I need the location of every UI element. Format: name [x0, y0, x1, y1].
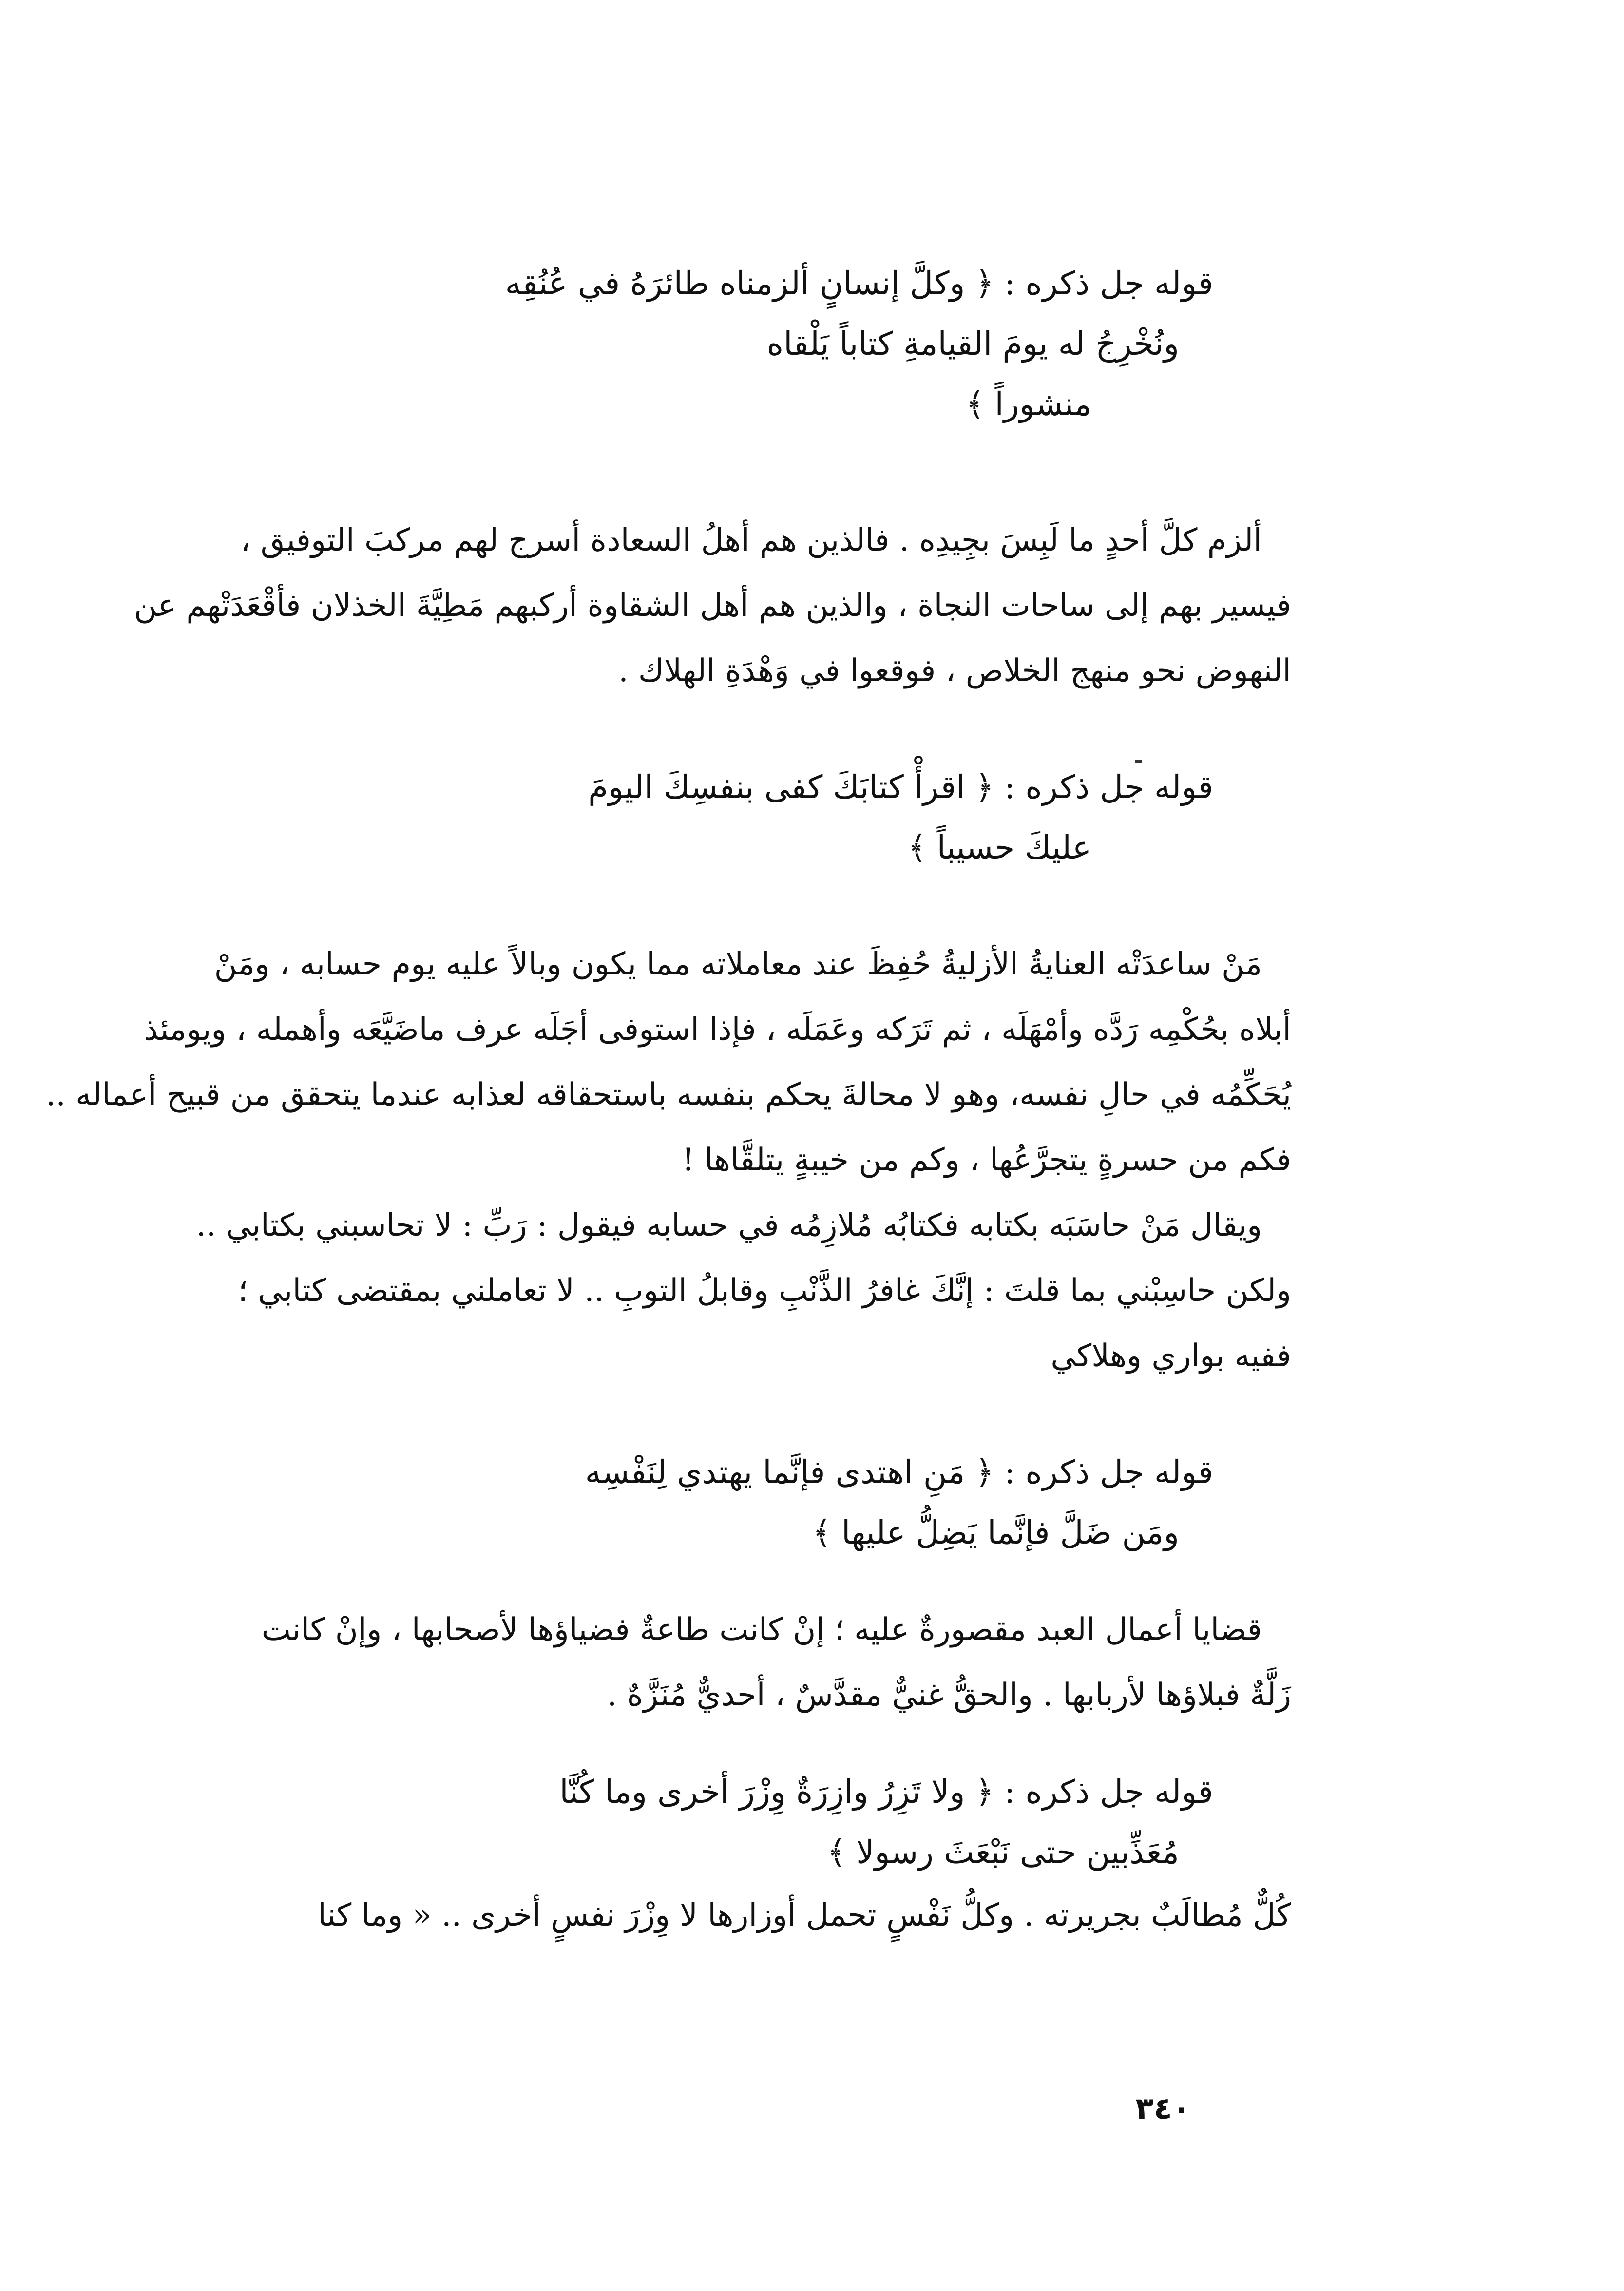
page-number: ٣٤٠	[1135, 2090, 1191, 2126]
verse-line: عليكَ حسيباً ﴾	[907, 829, 1091, 866]
spacer	[278, 1728, 1291, 1762]
commentary-paragraph-4	[261, 1597, 1291, 1728]
spacer	[278, 704, 1291, 757]
paragraph-line: ويقال مَنْ حاسَبَه بكتابه فكتابُه مُلازِمُه في حسابه فيقول : رَبِّ : لا تحاسبني بكتابي ..	[196, 1207, 1262, 1243]
paragraph-line: كُلٌّ مُطالَبٌ بجريرته . وكلُّ نَفْسٍ تحمل أوزارها لا وِزْرَ نفسٍ أخرى .. « وما كنا	[317, 1897, 1291, 1933]
paragraph-line: أبلاه بحُكْمِه رَدَّه وأمْهَلَه ، ثم تَرَكه وعَمَلَه ، فإذا استوفى أجَلَه عرف ماضَيَّعَه وأهمله ، ويومئذ	[144, 1012, 1291, 1048]
verse-line: منشوراً ﴾	[965, 385, 1091, 423]
verse-line: مُعَذِّبين حتى نَبْعَثَ رسولا ﴾	[827, 1833, 1179, 1871]
verse-line: ومَن ضَلَّ فإنَّما يَضِلُّ عليها ﴾	[812, 1514, 1179, 1551]
paragraph-line: النهوض نحو منهج الخلاص ، فوقعوا في وَهْدَةِ الهلاك .	[618, 653, 1291, 689]
paragraph-line: قضايا أعمال العبد مقصورةٌ عليه ؛ إنْ كانت طاعةٌ فضياؤها لأصحابها ، وإنْ كانت	[261, 1612, 1262, 1648]
page-body	[46, 253, 1291, 1948]
paragraph-line: فيسير بهم إلى ساحات النجاة ، والذين هم أهل الشقاوة أركبهم مَطِيَّةَ الخذلان فأقْعَدَتْهم عن	[134, 588, 1291, 624]
verse-line: قوله جل ذكره : ﴿ مَنِ اهتدى فإنَّما يهتدي لِنَفْسِه	[585, 1453, 1213, 1491]
paragraph-line: يُحَكِّمُه في حالِ نفسه، وهو لا محالةَ يحكم بنفسه باستحقاقه لعذابه عندما يتحقق من قبيح أعماله ..	[46, 1077, 1291, 1113]
spacer	[278, 878, 1291, 932]
verse-line: قوله جل ذكره : ﴿ وكلَّ إنسانٍ ألزمناه طائرَهُ في عُنُقِه	[505, 265, 1213, 302]
commentary-paragraph-5	[278, 1883, 1291, 1948]
quran-verse-3	[278, 1442, 1291, 1563]
spacer	[278, 1563, 1291, 1597]
commentary-paragraph-3	[196, 1193, 1291, 1389]
paragraph-line: ففيه بواري وهلاكي	[1051, 1338, 1291, 1374]
verse-line: قوله جل ذكره : ﴿ اقرأْ كتابَكَ كفى بنفسِكَ اليومَ	[588, 768, 1213, 806]
paragraph-line: ولكن حاسِبْني بما قلتَ : إنَّكَ غافرُ الذَّنْبِ وقابلُ التوبِ .. لا تعاملني بمقتضى كتابي ؛	[238, 1273, 1291, 1309]
quran-verse-4	[278, 1762, 1291, 1883]
paragraph-line: زَلَّةٌ فبلاؤها لأربابها . والحقُّ غنيٌّ مقدَّسٌ ، أحديٌّ مُنَزَّهٌ .	[607, 1677, 1291, 1713]
paragraph-line: فكم من حسرةٍ يتجرَّعُها ، وكم من خيبةٍ يتلقَّاها !	[682, 1142, 1291, 1178]
commentary-paragraph-1	[134, 508, 1291, 704]
quran-verse-2	[278, 757, 1291, 878]
paragraph-line: ألزم كلَّ أحدٍ ما لَبِسَ بجِيدِه . فالذين هم أهلُ السعادة أسرج لهم مركبَ التوفيق ،	[240, 522, 1262, 558]
spacer	[278, 435, 1291, 508]
verse-line: ونُخْرِجُ له يومَ القيامةِ كتاباً يَلْقاه	[766, 325, 1179, 363]
verse-line: قوله جل ذكره : ﴿ ولا تَزِرُ وازِرَةٌ وِزْرَ أخرى وما كُنَّا	[559, 1773, 1213, 1811]
commentary-paragraph-2	[46, 932, 1291, 1193]
quran-verse-1	[278, 253, 1291, 435]
spacer	[278, 1389, 1291, 1442]
paragraph-line: مَنْ ساعدَتْه العنايةُ الأزليةُ حُفِظَ عند معاملاته مما يكون وبالاً عليه يوم حسابه ، ومَنْ	[214, 946, 1262, 982]
